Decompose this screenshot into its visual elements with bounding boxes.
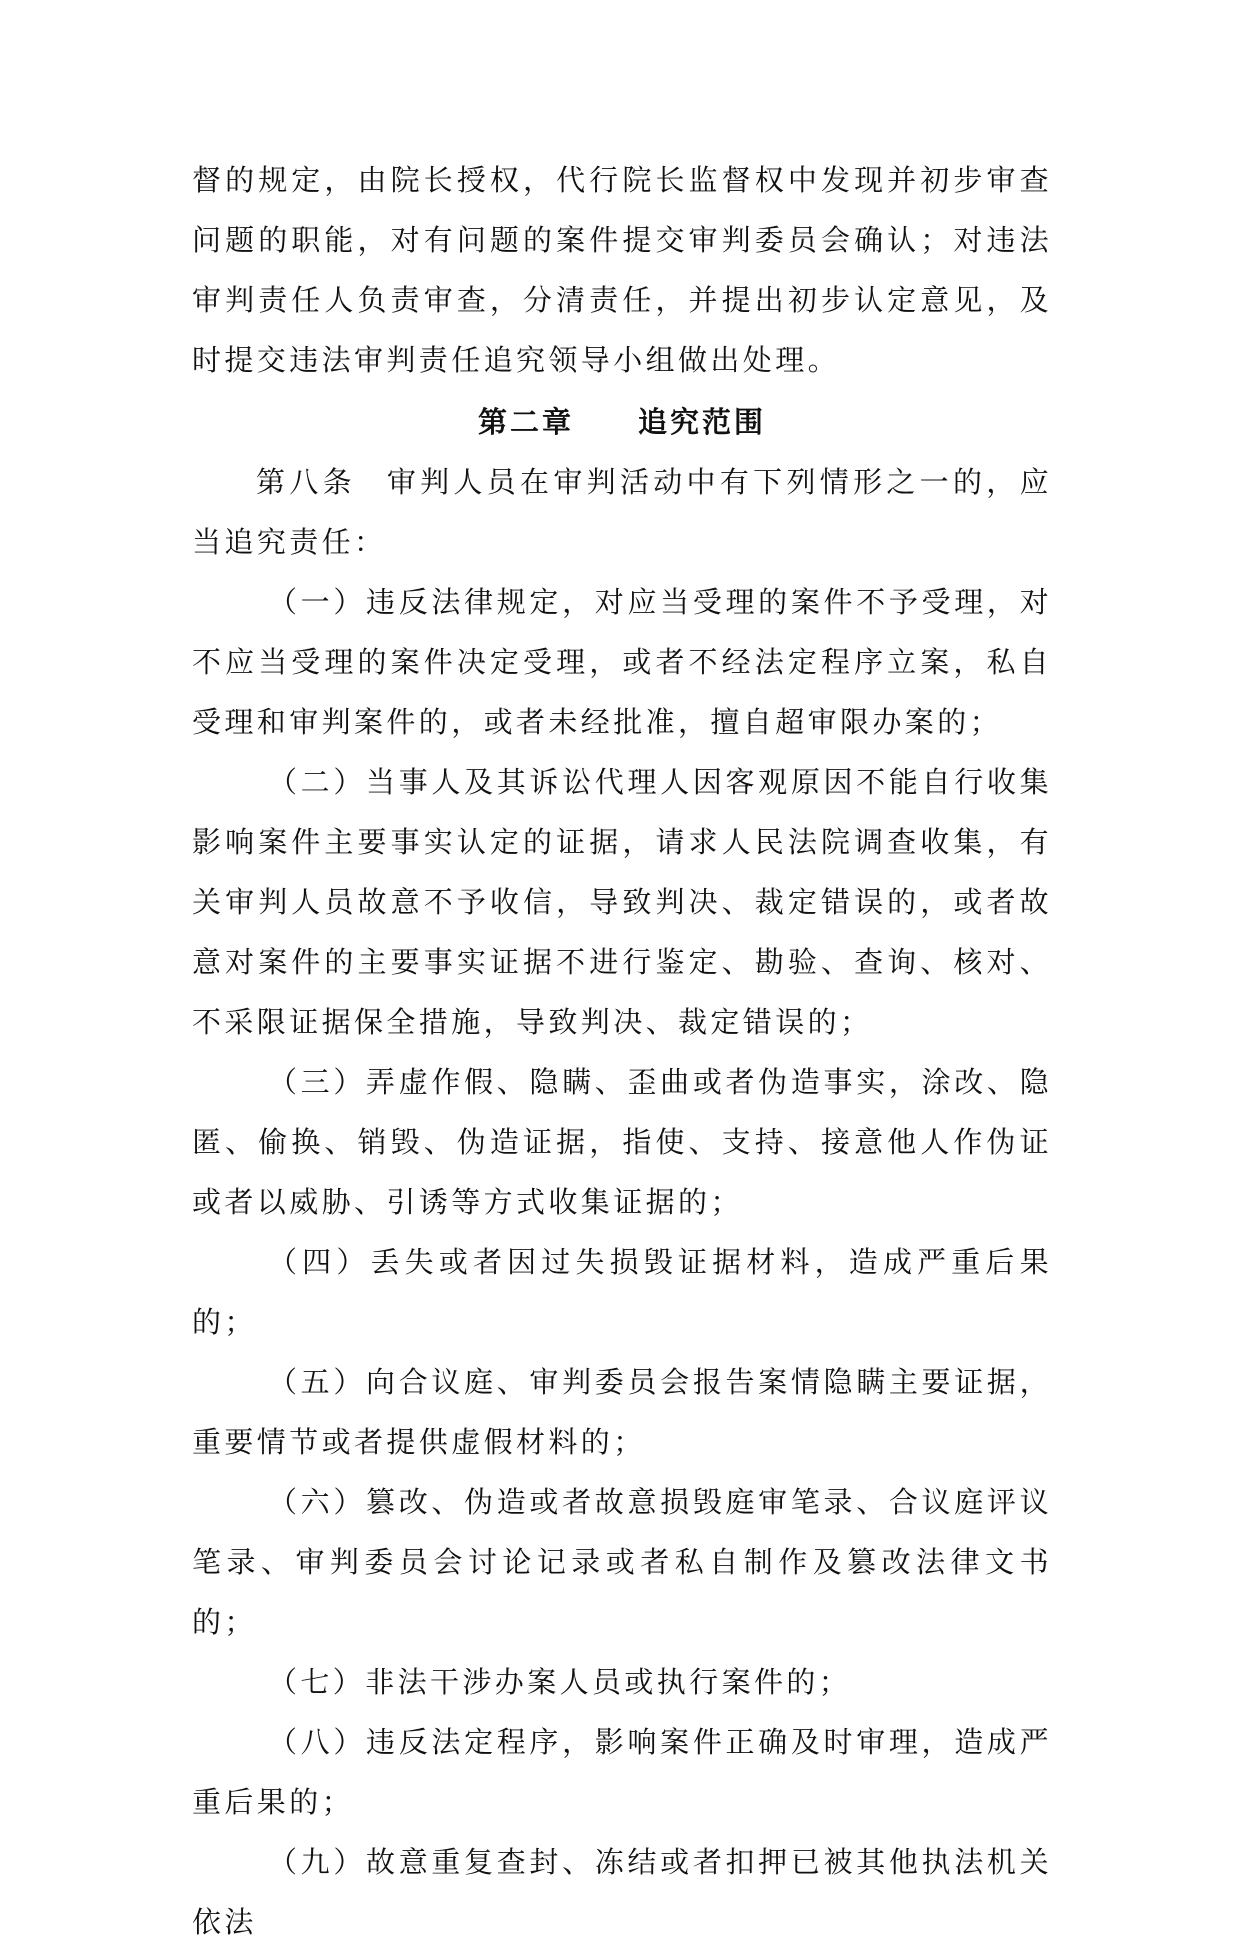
list-item-4: （四）丢失或者因过失损毁证据材料，造成严重后果的； bbox=[192, 1245, 1052, 1339]
intro-paragraph: 督的规定，由院长授权，代行院长监督权中发现并初步审查问题的职能，对有问题的案件提交审判委员会确认；对违法审判责任人负责审查，分清责任，并提出初步认定意见，及时提交违法审判责任追究领导小组做出处理。 bbox=[192, 163, 1052, 377]
article-text: 审判人员在审判活动中有下列情形之一的，应当追究责任： bbox=[192, 465, 1052, 559]
list-item-9: （九）故意重复查封、冻结或者扣押已被其他执法机关依法 bbox=[192, 1845, 1052, 1939]
list-item-2: （二）当事人及其诉讼代理人因客观原因不能自行收集影响案件主要事实认定的证据，请求人民法院调查收集，有关审判人员故意不予收信，导致判决、裁定错误的，或者故意对案件的主要事实证据不进行鉴定、勘验、查询、核对、不采限证据保全措施，导致判决、裁定错误的； bbox=[192, 765, 1052, 1039]
chapter-title: 追究范围 bbox=[638, 405, 767, 439]
list-item-3: （三）弄虚作假、隐瞒、歪曲或者伪造事实，涂改、隐匿、偷换、销毁、伪造证据，指使、支持、接意他人作伪证或者以威胁、引诱等方式收集证据的； bbox=[192, 1065, 1052, 1219]
article-number: 第八条 bbox=[256, 465, 356, 499]
article-paragraph bbox=[192, 452, 1052, 572]
list-item-5: （五）向合议庭、审判委员会报告案情隐瞒主要证据，重要情节或者提供虚假材料的； bbox=[192, 1365, 1052, 1459]
chapter-number: 第二章 bbox=[477, 405, 574, 439]
list-item-1: （一）违反法律规定，对应当受理的案件不予受理，对不应当受理的案件决定受理，或者不经法定程序立案，私自受理和审判案件的，或者未经批准，擅自超审限办案的； bbox=[192, 585, 1052, 739]
list-item-6: （六）篡改、伪造或者故意损毁庭审笔录、合议庭评议笔录、审判委员会讨论记录或者私自制作及篡改法律文书的； bbox=[192, 1485, 1052, 1639]
document-page bbox=[192, 150, 1052, 1952]
list-item-7: （七）非法干涉办案人员或执行案件的； bbox=[268, 1665, 852, 1699]
chapter-heading bbox=[192, 392, 1052, 452]
list-item-8: （八）违反法定程序，影响案件正确及时审理，造成严重后果的； bbox=[192, 1725, 1052, 1819]
